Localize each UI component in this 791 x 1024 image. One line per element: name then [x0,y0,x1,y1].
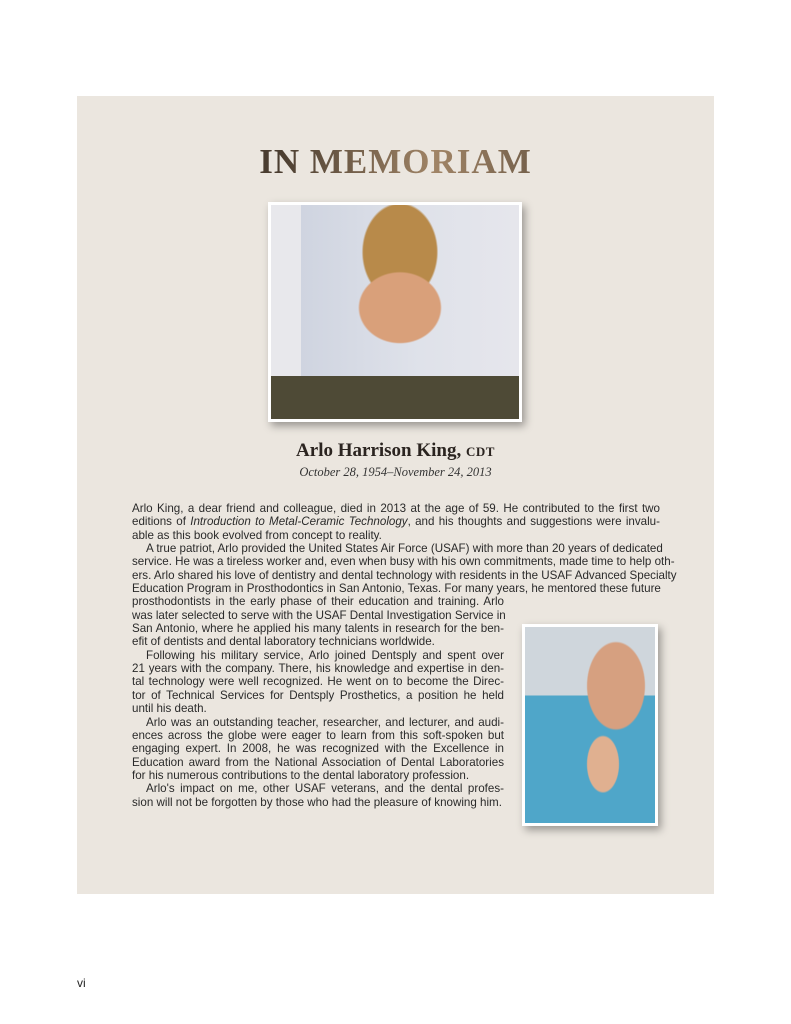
text-line: San Antonio, where he applied his many talents in research for the ben- [132,622,504,636]
page-number: vi [77,976,86,990]
text-line: 21 years with the company. There, his knowledge and expertise in den- [132,662,504,676]
text-line: sion will not be forgotten by those who had the pleasure of knowing him. [132,795,502,809]
text-line: for his numerous contributions to the dental laboratory profession. [132,768,470,782]
name-text: Arlo Harrison King, [296,440,462,461]
text-line: Arlo was an outstanding teacher, researcher, and lecturer, and audi- [146,715,504,729]
text-line: until his death. [132,702,207,716]
text-line: ers. Arlo shared his love of dentistry and dental technology with residents in the USAF Advanced Specialty [132,568,677,582]
book-title: Introduction to Metal-Ceramic Technology [190,515,408,529]
text-line: Education Program in Prosthodontics in San Antonio, Texas. For many years, he mentored these future [132,582,661,596]
text-line: tal technology were well recognized. He went on to become the Direc- [132,675,504,689]
text-line: tor of Technical Services for Dentsply Prosthetics, a position he held [132,688,504,702]
text-line: was later selected to serve with the USAF Dental Investigation Service in [132,608,506,622]
text-line: Education award from the National Association of Dental Laboratories [132,755,504,769]
page-title: IN MEMORIAM [0,142,791,182]
text-line: engaging expert. In 2008, he was recognized with the Excellence in [132,742,504,756]
text-line: Following his military service, Arlo joined Dentsply and spent over [146,648,504,662]
text-line: A true patriot, Arlo provided the United States Air Force (USAF) with more than 20 years of dedicated [146,542,663,556]
honoree-name [0,440,791,462]
text-line: able as this book evolved from concept to reality. [132,528,382,542]
text-line: efit of dentists and dental laboratory technicians worldwide. [132,635,435,649]
text-line: Arlo's impact on me, other USAF veterans, and the dental profes- [146,782,504,796]
text-line: prosthodontists in the early phase of their education and training. Arlo [132,595,504,609]
text-line: ences across the globe were eager to learn from this soft-spoken but [132,728,504,742]
working-photo [522,624,658,826]
credential: CDT [466,444,495,459]
life-dates: October 28, 1954–November 24, 2013 [299,465,492,479]
text-line: Arlo King, a dear friend and colleague, died in 2013 at the age of 59. He contributed to the first two [132,502,660,515]
text-line: editions of Introduction to Metal-Ceramic Technology, and his thoughts and suggestions were invalu- [132,515,660,529]
text-line: service. He was a tireless worker and, even when busy with his own commitments, made time to help oth- [132,555,675,569]
portrait-photo [268,202,522,422]
